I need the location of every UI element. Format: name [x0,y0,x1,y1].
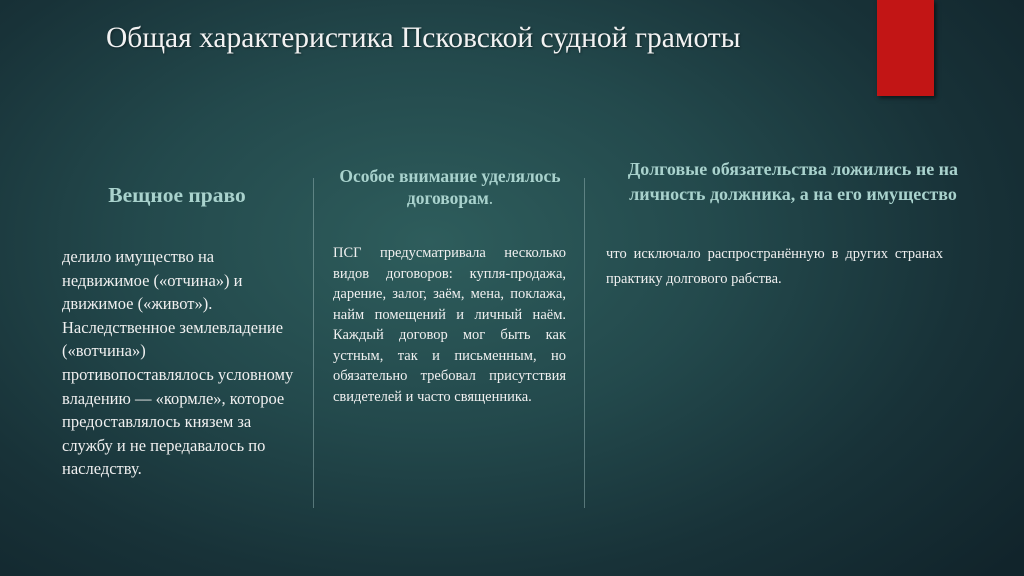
column-2-heading [334,165,566,209]
column-3-body: что исключало распространённую в других странах практику долгового рабства. [606,246,943,287]
column-1-body: делило имущество на недвижимое («отчина») и движимое («живот»). Наследственное землевладение («вотчина») противопоставлялось условному владению — «кормле», которое предоставлялось князем за службу и не передавалось по наследству. [62,247,294,479]
column-2-heading-period: . [488,188,494,208]
column-divider-2 [584,178,585,508]
column-3-heading: Долговые обязательства ложились не на личность должника, а на его имущество [627,159,959,204]
column-2-body: ПСГ предусматривала несколько видов договоров: купля-продажа, дарение, залог, заём, мена, поклажа, найм помещений и личный наём. Каждый договор мог быть как устным, так и письменным, но обязательно требовал присутствия свидетелей и часто священника. [333,245,566,405]
column-2-heading-text: Особое внимание уделялось договорам [339,166,561,208]
column-1-heading: Вещное право [108,183,246,207]
slide-title: Общая характеристика Псковской судной грамоты [106,22,741,54]
column-divider-1 [313,178,314,508]
red-accent-bar [877,0,934,96]
